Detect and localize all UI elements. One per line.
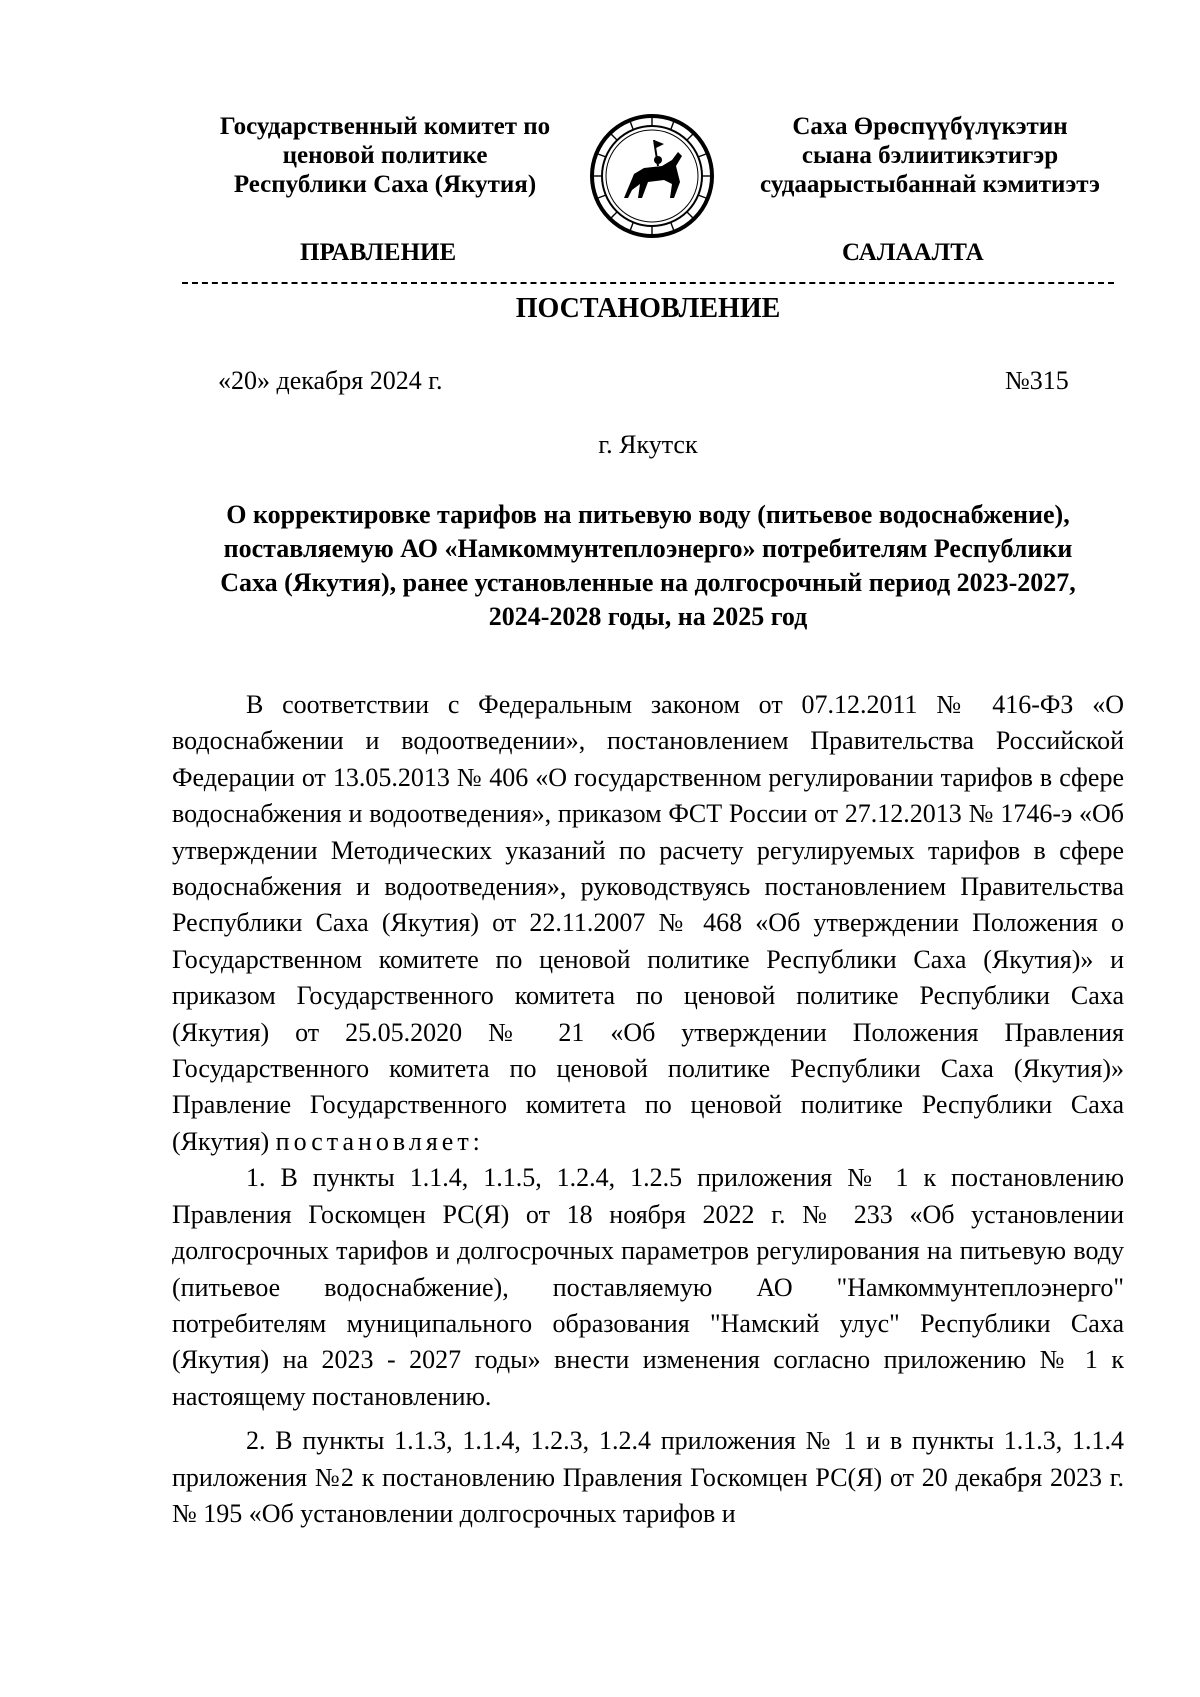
document-type-title: ПОСТАНОВЛЕНИЕ bbox=[515, 293, 781, 324]
dashed-divider bbox=[182, 282, 1114, 284]
document-number: №315 bbox=[1005, 366, 1069, 395]
item-1-paragraph: 1. В пункты 1.1.4, 1.1.5, 1.2.4, 1.2.5 приложения № 1 к постановлению Правления Госкомцен РС(Я) от 18 ноября 2022 г. № 233 «Об установлении долгосрочных тарифов и долгосрочных параметров регулирования на питьевую воду (питьевое водоснабжение), поставляемую АО "Намкоммунтеплоэнерго" потребителям муниципального образования "Намский улус" Республики Саха (Якутия) на 2023 - 2027 годы» внести изменения согласно приложению № 1 к настоящему постановлению. bbox=[172, 1163, 1124, 1411]
header-left-line: ценовой политике bbox=[282, 142, 488, 169]
document-subject bbox=[170, 498, 1126, 634]
item-2-paragraph: 2. В пункты 1.1.3, 1.1.4, 1.2.3, 1.2.4 приложения № 1 и в пункты 1.1.3, 1.1.4 приложения №2 к постановлению Правления Госкомцен РС(Я) от 20 декабря 2023 г. № 195 «Об установлении долгосрочных тарифов и bbox=[172, 1426, 1124, 1528]
header-left-line: Республики Саха (Якутия) bbox=[233, 171, 537, 198]
subject-line: 2024-2028 годы, на 2025 год bbox=[488, 602, 808, 631]
subject-line: поставляемую АО «Намкоммунтеплоэнерго» потребителям Республики bbox=[223, 534, 1073, 563]
board-title-russian: ПРАВЛЕНИЕ bbox=[300, 239, 457, 266]
subject-line: О корректировке тарифов на питьевую воду (питьевое водоснабжение), bbox=[226, 500, 1070, 529]
document-date: «20» декабря 2024 г. bbox=[218, 366, 443, 395]
subject-line: Саха (Якутия), ранее установленные на долгосрочный период 2023-2027, bbox=[220, 568, 1076, 597]
preamble-paragraph bbox=[172, 687, 1124, 1160]
header-left-line: Государственный комитет по bbox=[219, 113, 551, 140]
header-org-name-russian bbox=[190, 112, 580, 199]
resolves-word: постановляет: bbox=[275, 1126, 484, 1156]
header-right-line: судаарыстыбаннай кэмитиэтэ bbox=[760, 171, 1100, 198]
document-body bbox=[172, 687, 1124, 1532]
header-right-line: Саха Өрөспүүбүлүкэтин bbox=[792, 113, 1068, 140]
coat-of-arms-emblem bbox=[588, 112, 716, 240]
board-title-sakha: САЛААЛТА bbox=[842, 239, 984, 266]
preamble-text: В соответствии с Федеральным законом от 07.12.2011 № 416-ФЗ «О водоснабжении и водоотведении», постановлением Правительства Российской Федерации от 13.05.2013 № 406 «О государственном регулировании тарифов в сфере водоснабжения и водоотведения», приказом ФСТ России от 27.12.2013 № 1746-э «Об утверждении Методических указаний по расчету регулируемых тарифов в сфере водоснабжения и водоотведения», руководствуясь постановлением Правительства Республики Саха (Якутия) от 22.11.2007 № 468 «Об утверждении Положения о Государственном комитете по ценовой политике Республики Саха (Якутия)» и приказом Государственного комитета по ценовой политике Республики Саха (Якутия) от 25.05.2020 № 21 «Об утверждении Положения Правления Государственного комитета по ценовой политике Республики Саха (Якутия)» Правление Государственного комитета по ценовой политике Республики Саха (Якутия) bbox=[172, 690, 1124, 1156]
header-right-line: сыана бэлиитикэтигэр bbox=[801, 142, 1059, 169]
header-org-name-sakha bbox=[730, 112, 1130, 199]
document-city: г. Якутск bbox=[598, 430, 698, 459]
